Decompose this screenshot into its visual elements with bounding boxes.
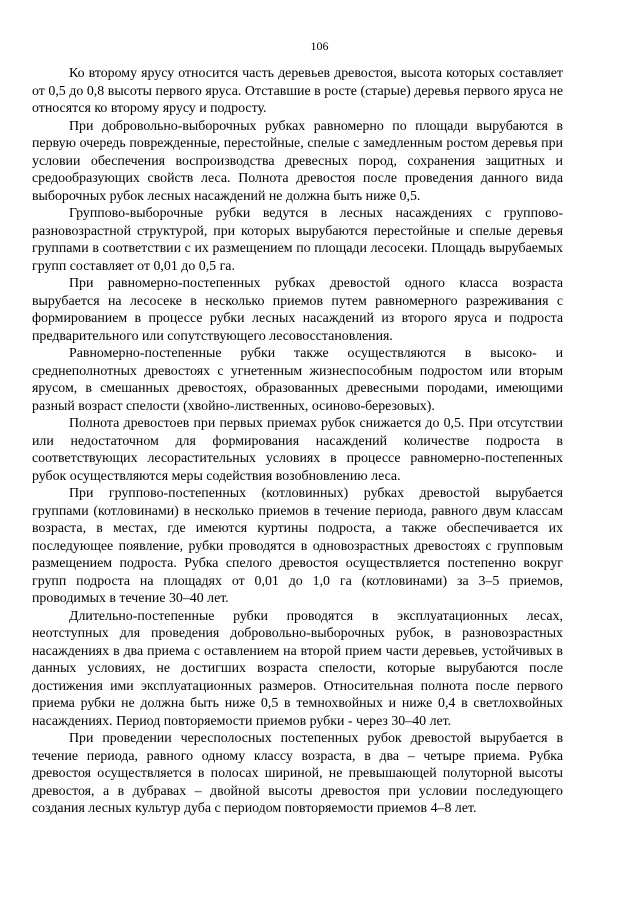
body-text: [32, 65, 563, 818]
paragraph-group-gradual-cutting: При группово-постепенных (котловинных) рубках древостой вырубается группами (котловинами) в несколько приемов в течение периода, равного двум классам возраста, в местах, где имеются куртины подроста, а также обеспечивается их последующее появление, рубки проводятся в одновозрастных древостоях с групповым размещением подроста. Рубка спелого древостоя осуществляется постепенно вокруг групп подроста на площадях от 0,01 до 1,0 га (котловинами) за 3–5 приемов, проводимых в течение 30–40 лет.: [32, 486, 563, 606]
paragraph-second-tier: Ко второму ярусу относится часть деревьев древостоя, высота которых составляет от 0,5 до 0,8 высоты первого яруса. Отставшие в росте (старые) деревья первого яруса не относятся ко второму ярусу и подросту.: [32, 66, 563, 116]
paragraph-uniform-gradual-cutting: При равномерно-постепенных рубках древостой одного класса возраста вырубается на лесосеке в несколько приемов путем равномерного разреживания с формированием в процессе рубки лесных насаждений из второго яруса и подроста предварительного или сопутствующего лесовосстановления.: [32, 276, 563, 344]
paragraph-voluntary-selective-cutting: При добровольно-выборочных рубках равномерно по площади вырубаются в первую очередь поврежденные, перестойные, спелые с замедленным ростом деревья при условии обеспечения воспроизводства древесных пород, сохранения защитных и средообразующих свойств леса. Полнота древостоя после проведения данного вида выборочных рубок лесных насаждений не должна быть ниже 0,5.: [32, 118, 563, 204]
paragraph-group-selective-cutting: Группово-выборочные рубки ведутся в лесных насаждениях с группово-разновозрастной структурой, при которых вырубаются перестойные и спелые деревья группами в соответствии с их размещением по площади лесосеки. Площадь вырубаемых групп составляет от 0,01 до 0,5 га.: [32, 206, 563, 274]
paragraph-strip-gradual-cutting: При проведении чересполосных постепенных рубок древостой вырубается в течение периода, равного одному классу возраста, в два – четыре приема. Рубка древостоя осуществляется в полосах шириной, не превышающей полуторной высоты древостоя, а в дубравах – двойной высоты древостоя при условии последующего создания лесных культур дуба с периодом повторяемости приемов 4–8 лет.: [32, 731, 563, 816]
paragraph-long-term-gradual-cutting: Длительно-постепенные рубки проводятся в эксплуатационных лесах, неотступных для проведения добровольно-выборочных рубок, в разновозрастных насаждениях в два приема с оставлением на второй прием части деревьев, устойчивых в данных условиях, не достигших возраста спелости, которые вырубаются после достижения ими эксплуатационных размеров. Относительная полнота после первого приема рубки не должна быть ниже 0,5 в темнохвойных и ниже 0,4 в светлохвойных насаждениях. Период повторяемости приемов рубки - через 30–40 лет.: [32, 608, 563, 729]
paragraph-stand-density: Полнота древостоев при первых приемах рубок снижается до 0,5. При отсутствии или недостаточном для формирования насаждений количестве подроста в соответствующих лесорастительных условиях в процессе равномерно-постепенных рубок осуществляются меры содействия возобновлению леса.: [32, 416, 563, 484]
page-number: 106: [310, 39, 329, 53]
paragraph-uniform-gradual-conditions: Равномерно-постепенные рубки также осуществляются в высоко- и среднеполнотных древостоях с угнетенным жизнеспособным подростом или вторым ярусом, в смешанных древостоях, образованных древесными породами, имеющими разный возраст спелости (хвойно-лиственных, осиново-березовых).: [32, 346, 563, 414]
